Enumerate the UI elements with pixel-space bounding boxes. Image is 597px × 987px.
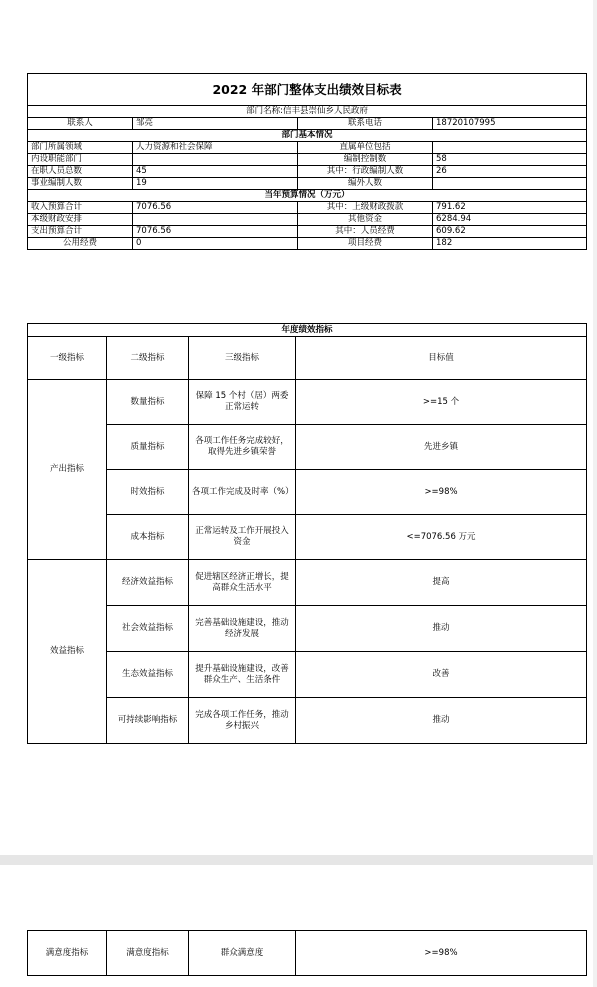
direct-units-value: [433, 142, 587, 154]
table-row-level2: 生态效益指标: [107, 652, 189, 698]
table-row-level2: 社会效益指标: [107, 606, 189, 652]
quota-label: 编制控制数: [298, 154, 433, 166]
department-name: 部门名称:信丰县崇仙乡人民政府: [28, 106, 587, 118]
table-row-level2: 成本指标: [107, 515, 189, 560]
table-row-level3: 正常运转及工作开展投入资金: [189, 515, 296, 560]
performance-indicator-table: [27, 323, 587, 744]
table-row-level2: 可持续影响指标: [107, 698, 189, 744]
document-page-2: [0, 865, 597, 987]
table-row-level2: 数量指标: [107, 380, 189, 425]
local-fund-label: 本级财政安排: [28, 214, 133, 226]
table-row-level3: 各项工作任务完成较好，取得先进乡镇荣誉: [189, 425, 296, 470]
table-row-level3: 完善基础设施建设，推动经济发展: [189, 606, 296, 652]
page-separator: [0, 855, 597, 865]
internal-dept-value: [133, 154, 298, 166]
basic-info-header: 部门基本情况: [28, 130, 587, 142]
output-group-label: 产出指标: [28, 380, 107, 560]
table-row-target: >=98%: [296, 470, 587, 515]
outside-staff-label: 编外人数: [298, 178, 433, 190]
staff-total-label: 在职人员总数: [28, 166, 133, 178]
col-level1: 一级指标: [28, 337, 107, 380]
table-row-level3: 完成各项工作任务，推动乡村振兴: [189, 698, 296, 744]
outside-staff-value: [433, 178, 587, 190]
other-fund-label: 其他资金: [298, 214, 433, 226]
table-row-level3: 各项工作完成及时率（%）: [189, 470, 296, 515]
satisfaction-level1: 满意度指标: [28, 931, 107, 976]
document-title: 2022 年部门整体支出绩效目标表: [28, 74, 587, 106]
table-row-target: 改善: [296, 652, 587, 698]
benefit-group-label: 效益指标: [28, 560, 107, 744]
public-fund-label: 公用经费: [28, 238, 133, 250]
public-fund-value: 0: [133, 238, 298, 250]
quota-value: 58: [433, 154, 587, 166]
table-row-target: <=7076.56 万元: [296, 515, 587, 560]
admin-staff-value: 26: [433, 166, 587, 178]
direct-units-label: 直属单位包括: [298, 142, 433, 154]
other-fund-value: 6284.94: [433, 214, 587, 226]
table-row-level2: 经济效益指标: [107, 560, 189, 606]
phone-value: 18720107995: [433, 118, 587, 130]
col-level2: 二级指标: [107, 337, 189, 380]
perf-header: 年度绩效指标: [28, 324, 587, 337]
table-row-target: 推动: [296, 606, 587, 652]
expense-value: 7076.56: [133, 226, 298, 238]
income-label: 收入预算合计: [28, 202, 133, 214]
table-row-target: 提高: [296, 560, 587, 606]
table-row-level3: 保障 15 个村（居）两委正常运转: [189, 380, 296, 425]
scrollbar-track[interactable]: [593, 0, 597, 987]
personnel-value: 609.62: [433, 226, 587, 238]
satisfaction-table: [27, 930, 587, 976]
project-fund-value: 182: [433, 238, 587, 250]
contact-value: 邹亮: [133, 118, 298, 130]
table-row-level3: 促进辖区经济正增长，提高群众生活水平: [189, 560, 296, 606]
internal-dept-label: 内设职能部门: [28, 154, 133, 166]
department-info-table: [27, 73, 587, 250]
table-row-level2: 时效指标: [107, 470, 189, 515]
career-staff-label: 事业编制人数: [28, 178, 133, 190]
table-row-target: 推动: [296, 698, 587, 744]
satisfaction-target: >=98%: [296, 931, 587, 976]
field-value: 人力资源和社会保障: [133, 142, 298, 154]
income-value: 7076.56: [133, 202, 298, 214]
budget-header: 当年预算情况（万元）: [28, 190, 587, 202]
col-level3: 三级指标: [189, 337, 296, 380]
local-fund-value: [133, 214, 298, 226]
upper-fund-value: 791.62: [433, 202, 587, 214]
upper-fund-label: 其中：上级财政拨款: [298, 202, 433, 214]
col-target: 目标值: [296, 337, 587, 380]
admin-staff-label: 其中：行政编制人数: [298, 166, 433, 178]
project-fund-label: 项目经费: [298, 238, 433, 250]
career-staff-value: 19: [133, 178, 298, 190]
phone-label: 联系电话: [298, 118, 433, 130]
table-row-level2: 质量指标: [107, 425, 189, 470]
personnel-label: 其中：人员经费: [298, 226, 433, 238]
contact-label: 联系人: [28, 118, 133, 130]
table-row-level3: 提升基础设施建设，改善群众生产、生活条件: [189, 652, 296, 698]
satisfaction-level2: 满意度指标: [107, 931, 189, 976]
table-row-target: >=15 个: [296, 380, 587, 425]
field-label: 部门所属领域: [28, 142, 133, 154]
staff-total-value: 45: [133, 166, 298, 178]
expense-label: 支出预算合计: [28, 226, 133, 238]
table-row-target: 先进乡镇: [296, 425, 587, 470]
satisfaction-level3: 群众满意度: [189, 931, 296, 976]
